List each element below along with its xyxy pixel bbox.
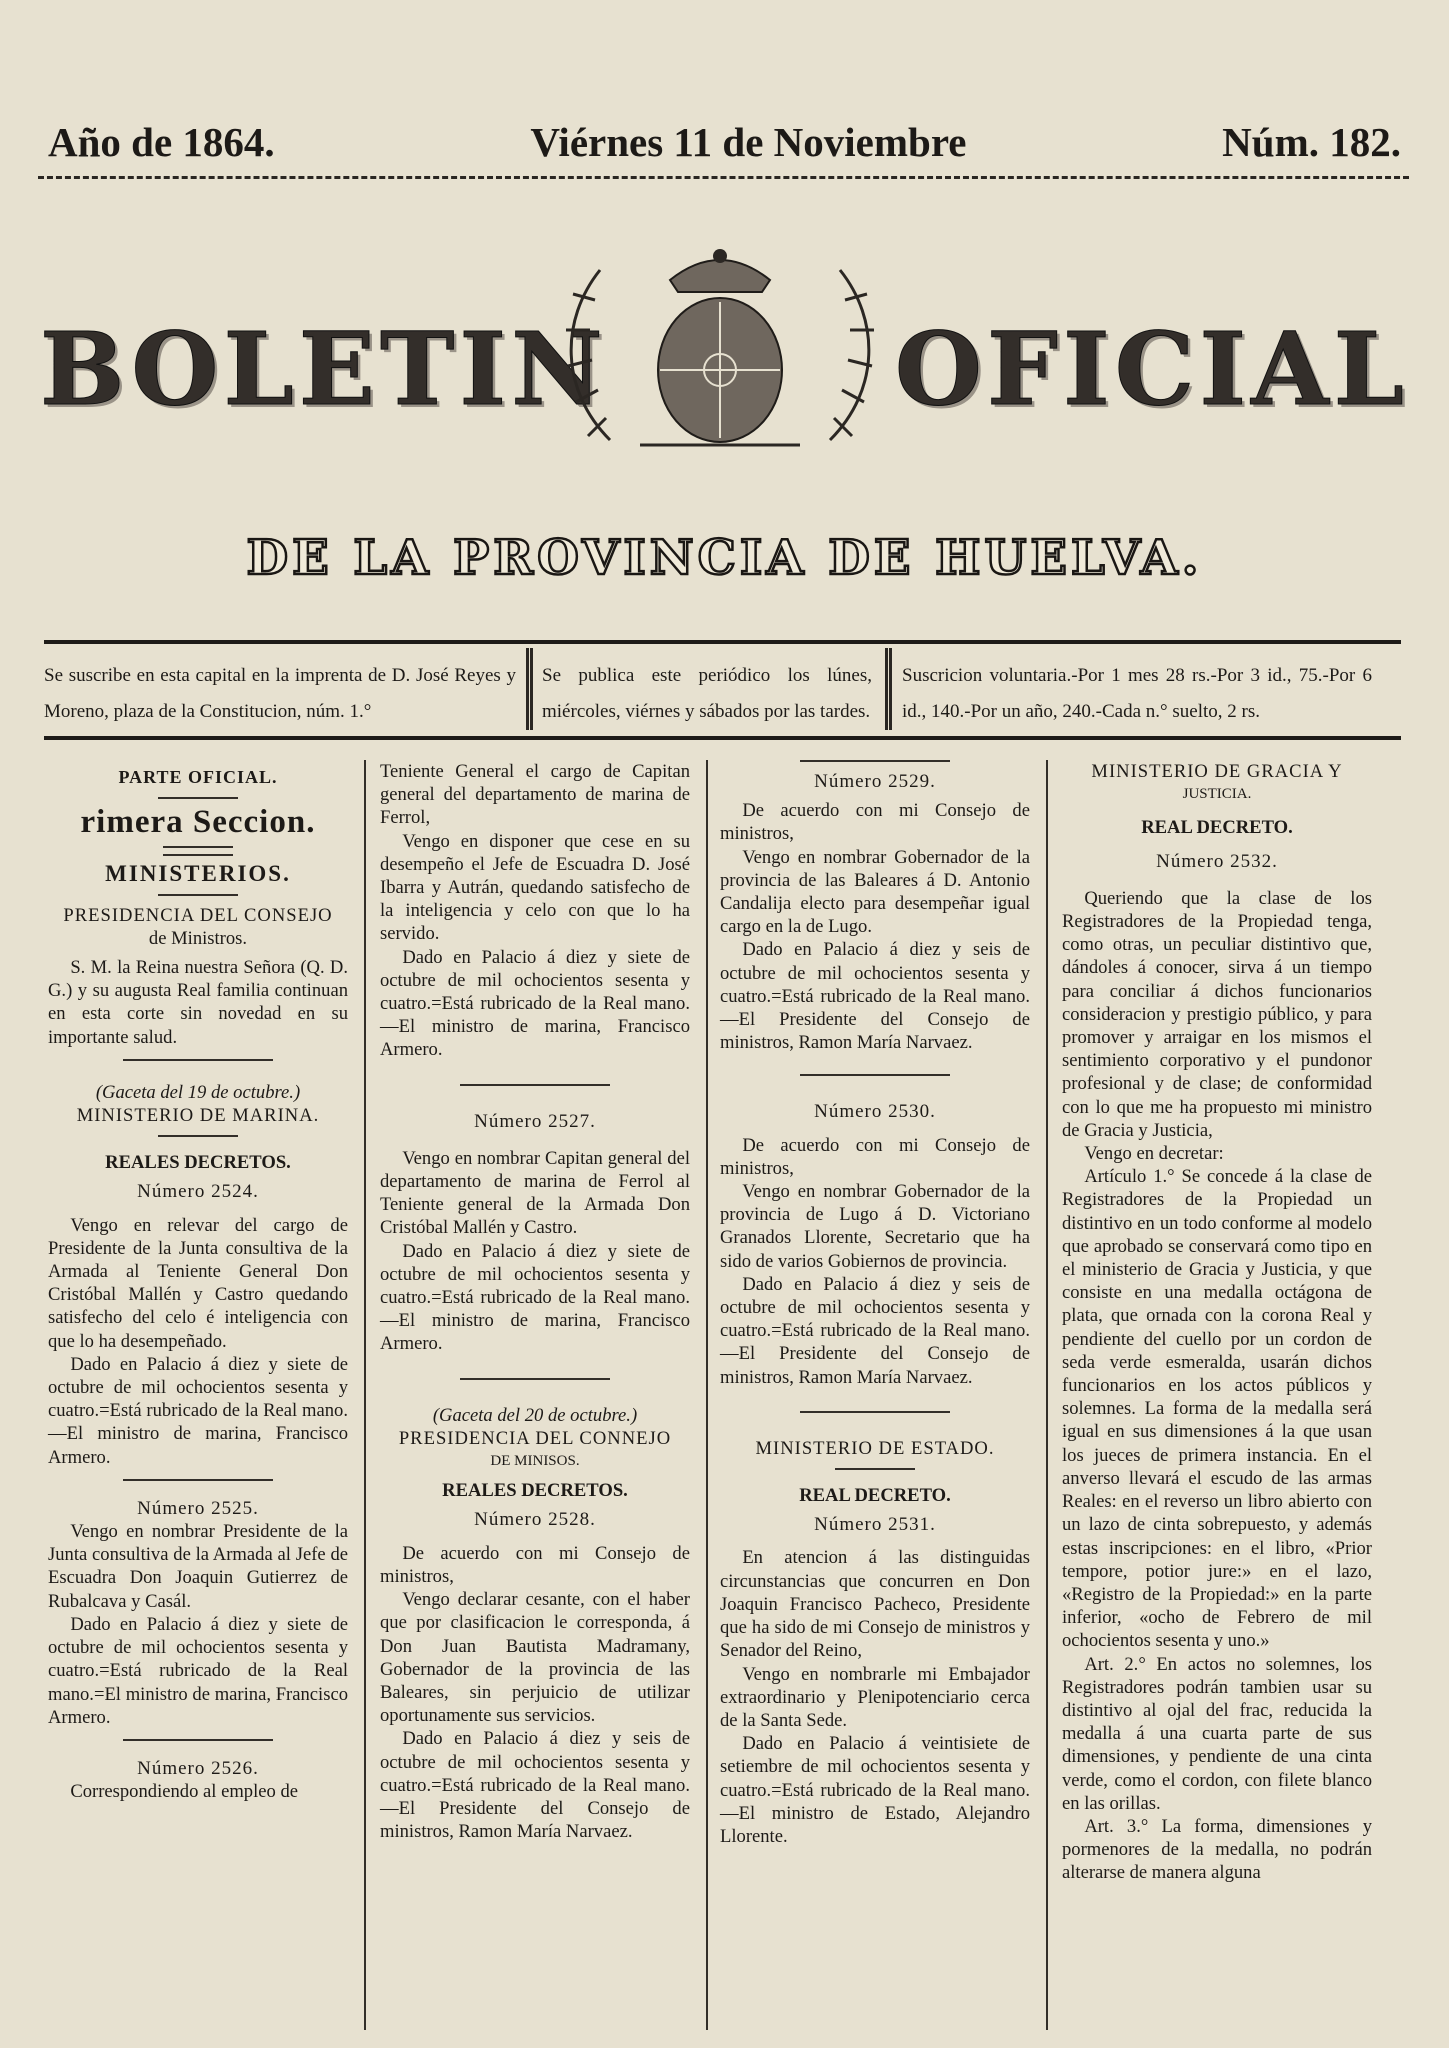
ministry-subheading: DE MINISOS.: [490, 1453, 580, 1470]
ministry-heading: MINISTERIO DE MARINA.: [76, 1105, 320, 1127]
decree-number: Número 2530.: [814, 1101, 936, 1123]
schedule-info: Se publica este periódico los lúnes, miércoles, viérnes y sábados por las tardes.: [542, 665, 872, 722]
issue-number: Núm. 182.: [1222, 119, 1401, 165]
column-3: [720, 760, 1030, 1848]
paragraph: Art. 2.° En actos no solemnes, los Registradores podrán tambien usar su distintivo al ojal del frac, reducida la medalla á una cuarta parte de sus dimensiones, y pendiente de una cinta verde, como el cordon, con filete blanco en las orillas.: [1062, 1653, 1372, 1814]
masthead: [40, 220, 1409, 460]
ministry-subheading: JUSTICIA.: [1182, 786, 1252, 803]
ministries-heading: MINISTERIOS.: [105, 861, 291, 887]
paragraph: Vengo en nombrar Gobernador de la provincia de las Baleares á D. Antonio Candalija electo para desempeñar igual cargo en la de Lugo.: [720, 846, 1030, 938]
decree-number: Número 2532.: [1156, 850, 1278, 872]
column-rule: [1046, 760, 1048, 2030]
ministry-heading: PRESIDENCIA DEL CONSEJO: [63, 904, 333, 926]
decree-number: Número 2531.: [814, 1514, 936, 1536]
paragraph: Dado en Palacio á diez y siete de octubre de mil ochocientos sesenta y cuatro.=Está rubricado de la Real mano.—El ministro de marina, Francisco Armero.: [380, 1240, 690, 1355]
decree-number: Número 2526.: [137, 1757, 259, 1779]
section-heading: PARTE OFICIAL.: [118, 767, 278, 787]
ministry-heading: PRESIDENCIA DEL CONNEJO: [398, 1427, 672, 1449]
paragraph: Vengo declarar cesante, con el haber que por clasificacion le corresponda, á Don Juan Bautista Madramany, Gobernador de la provincia de las Baleares, sin perjuicio de utilizar oportunamente sus servicios.: [380, 1589, 690, 1727]
info-divider: [530, 648, 533, 730]
paragraph: Artículo 1.° Se concede á la clase de Registradores de la Propiedad un distintivo en un todo conforme al modelo que aprobado se conservará como tipo en el ministerio de Gracia y Justicia, y que consiste en una medalla octágona de plata, que ornada con la corona Real y pendiente del cuello por un cordon de seda verde esmeralda, usarán dichos funcionarios en los actos públicos y solemnes. La forma de la medalla será igual en sus dimensiones á la que usan los jueces de primera instancia. En el anverso llevará el escudo de las armas Reales: en el reverso un libro abierto con un lazo de cinta sobrepuesto, y además estas inscripciones: en el libro, «Prior tempore, potior jure:» en el lazo, «Registro de la Propiedad:» en la parte inferior, «ocho de Febrero de mil ochocientos sesenta y uno.»: [1062, 1166, 1372, 1652]
paragraph: Vengo en nombrarle mi Embajador extraordinario y Plenipotenciario cerca de la Santa Sede.: [720, 1663, 1030, 1731]
paragraph: Correspondiendo al empleo de: [70, 1781, 299, 1803]
paragraph: Dado en Palacio á diez y siete de octubre de mil ochocientos sesenta y cuatro.=Está rubricado de la Real mano.—El ministro de marina, Francisco Armero.: [380, 946, 690, 1061]
price-info: Suscricion voluntaria.-Por 1 mes 28 rs.-Por 3 id., 75.-Por 6 id., 140.-Por un año, 240.-Cada n.° suelto, 2 rs.: [902, 665, 1372, 722]
issue-year: Año de 1864.: [48, 119, 275, 165]
subscription-info: Se suscribe en esta capital en la imprenta de D. José Reyes y Moreno, plaza de la Constitucion, núm. 1.°: [44, 665, 516, 722]
paragraph: De acuerdo con mi Consejo de ministros,: [720, 1134, 1030, 1179]
info-divider: [885, 648, 888, 730]
masthead-title-left: BOLETIN: [40, 310, 608, 428]
paragraph: Vengo en nombrar Capitan general del departamento de marina de Ferrol al Teniente general de la Armada Don Cristóbal Mallén y Castro.: [380, 1147, 690, 1239]
column-rule: [364, 760, 366, 2030]
paragraph: Dado en Palacio á diez y siete de octubre de mil ochocientos sesenta y cuatro.=Está rubricado de la Real mano.—El ministro de marina, Francisco Armero.: [48, 1353, 348, 1468]
paragraph: S. M. la Reina nuestra Señora (Q. D. G.) y su augusta Real familia continuan en esta corte sin novedad en su importante salud.: [48, 957, 348, 1048]
paragraph: Vengo en disponer que cese en su desempeño el Jefe de Escuadra D. José Ibarra y Autrán, quedando satisfecho de la inteligencia y celo con que lo ha servido.: [380, 830, 690, 945]
paragraph: De acuerdo con mi Consejo de ministros,: [380, 1542, 690, 1587]
masthead-subtitle: DE LA PROVINCIA DE HUELVA.: [246, 530, 1203, 586]
ministry-heading: MINISTERIO DE GRACIA Y: [1091, 761, 1343, 782]
paragraph: Vengo en decretar:: [1084, 1143, 1224, 1165]
ministry-subheading: de Ministros.: [148, 927, 248, 949]
info-rule-bottom: [44, 736, 1401, 740]
decree-number: Número 2527.: [474, 1110, 596, 1132]
paragraph: Vengo en nombrar Presidente de la Junta consultiva de la Armada al Jefe de Escuadra Don Joaquin Gutierrez de Rubalcava y Casál.: [48, 1521, 348, 1612]
dateline: [48, 112, 1401, 172]
gazette-reference: (Gaceta del 19 de octubre.): [95, 1081, 301, 1103]
decree-heading: REAL DECRETO.: [1141, 817, 1293, 839]
info-divider: [526, 648, 529, 730]
info-divider: [889, 648, 892, 730]
decree-number: Número 2525.: [137, 1497, 259, 1519]
decree-number: Número 2524.: [137, 1181, 259, 1203]
gazette-reference: (Gaceta del 20 de octubre.): [432, 1404, 638, 1426]
coat-of-arms-icon: [540, 230, 900, 460]
decree-heading: REAL DECRETO.: [799, 1485, 951, 1507]
issue-date: Viérnes 11 de Noviembre: [530, 119, 967, 165]
paragraph: En atencion á las distinguidas circunstancias que concurren en Don Joaquin Francisco Pacheco, Presidente que ha sido de mi Consejo de ministros y Senador del Reino,: [720, 1547, 1030, 1662]
paragraph: De acuerdo con mi Consejo de ministros,: [720, 800, 1030, 845]
column-rule: [706, 760, 708, 2030]
paragraph: Dado en Palacio á diez y seis de octubre de mil ochocientos sesenta y cuatro.=Está rubricado de la Real mano.—El Presidente del Consejo de ministros, Ramon María Narvaez.: [720, 939, 1030, 1054]
ministry-heading: MINISTERIO DE ESTADO.: [755, 1437, 995, 1459]
paragraph: Vengo en nombrar Gobernador de la provincia de Lugo á D. Victoriano Granados Llorente, Secretario que ha sido de varios Gobiernos de provincia.: [720, 1181, 1030, 1272]
paragraph: Dado en Palacio á diez y seis de octubre de mil ochocientos sesenta y cuatro.=Está rubricado de la Real mano.—El Presidente del Consejo de ministros, Ramon María Narvaez.: [720, 1273, 1030, 1388]
masthead-title-right: OFICIAL: [894, 310, 1409, 428]
section-title: rimera Seccion.: [80, 804, 316, 841]
paragraph: Art. 3.° La forma, dimensiones y pormenores de la medalla, no podrán alterarse de manera alguna: [1062, 1815, 1372, 1884]
paragraph: Teniente General el cargo de Capitan general del departamento de marina de Ferrol,: [380, 761, 690, 829]
paragraph: Dado en Palacio á diez y siete de octubre de mil ochocientos sesenta y cuatro.=Está rubricado de la Real mano.=El ministro de marina, Francisco Armero.: [48, 1613, 348, 1728]
decree-number: Número 2529.: [814, 771, 936, 792]
paragraph: Dado en Palacio á veintisiete de setiembre de mil ochocientos sesenta y cuatro.=Está rubricado de la Real mano.—El ministro de Estado, Alejandro Llorente.: [720, 1733, 1030, 1847]
decree-heading: REALES DECRETOS.: [442, 1480, 628, 1502]
decree-heading: REALES DECRETOS.: [105, 1152, 291, 1174]
paragraph: Queriendo que la clase de los Registradores de la Propiedad tenga, como otras, un peculiar distintivo que, dándoles á conocer, sirva á un tiempo para conciliar á dichos funcionarios consideracion y prestigio público, y para promover y arraigar en los mismos el sentimiento corporativo y el pundonor profesional y de clase; de conformidad con lo que me ha propuesto mi ministro de Gracia y Justicia,: [1062, 887, 1372, 1141]
column-1: [48, 760, 348, 1803]
paragraph: Vengo en relevar del cargo de Presidente de la Junta consultiva de la Armada al Teniente General Don Cristóbal Mallén y Castro quedando satisfecho del celo é inteligencia con que lo ha desempeñado.: [48, 1214, 348, 1352]
column-4: [1062, 760, 1372, 1885]
decree-number: Número 2528.: [474, 1509, 596, 1531]
column-2: [380, 760, 690, 1843]
info-rule-top: [44, 640, 1401, 644]
dashed-rule: [38, 176, 1409, 179]
paragraph: Dado en Palacio á diez y seis de octubre de mil ochocientos sesenta y cuatro.=Está rubricado de la Real mano.—El Presidente del Consejo de ministros, Ramon María Narvaez.: [380, 1728, 690, 1843]
